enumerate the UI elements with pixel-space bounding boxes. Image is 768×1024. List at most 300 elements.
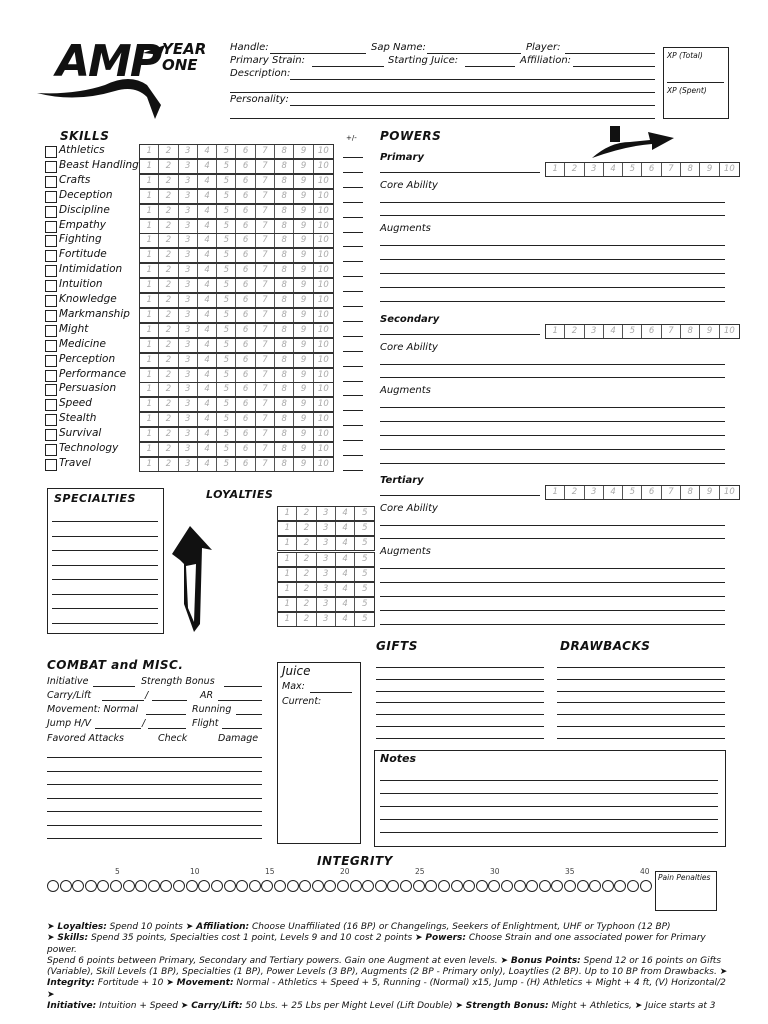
core-ability-field[interactable] (380, 525, 725, 526)
rating-box[interactable]: 3 (179, 279, 198, 292)
rating-box[interactable]: 4 (198, 369, 217, 382)
affiliation-field[interactable] (573, 66, 655, 67)
rating-box[interactable]: 9 (700, 163, 719, 176)
rating-box[interactable]: 4 (604, 486, 623, 499)
rating-box[interactable]: 1 (140, 398, 159, 411)
integrity-circle[interactable] (375, 880, 387, 892)
rating-box[interactable]: 6 (236, 458, 255, 471)
rating-box[interactable]: 1 (140, 160, 159, 173)
augments-field[interactable] (380, 610, 725, 611)
ar-field[interactable] (218, 700, 262, 701)
integrity-circle[interactable] (72, 880, 84, 892)
rating-box[interactable]: 5 (217, 383, 236, 396)
power-tertiary-rating[interactable] (545, 485, 740, 500)
augments-field[interactable] (380, 435, 725, 436)
rating-box[interactable]: 5 (217, 309, 236, 322)
rating-box[interactable]: 9 (294, 369, 313, 382)
rating-box[interactable]: 3 (585, 325, 604, 338)
integrity-circle[interactable] (47, 880, 59, 892)
skill-modifier-field[interactable] (343, 232, 363, 233)
rating-box[interactable]: 1 (546, 325, 565, 338)
rating-box[interactable]: 10 (723, 326, 735, 336)
rating-box[interactable]: 4 (336, 598, 355, 611)
rating-box[interactable]: 9 (294, 339, 313, 352)
favored-attack-field[interactable] (47, 757, 262, 758)
rating-box[interactable]: 8 (275, 294, 294, 307)
rating-box[interactable]: 5 (217, 220, 236, 233)
loyalty-rating[interactable] (277, 612, 375, 627)
integrity-circle[interactable] (110, 880, 122, 892)
rating-box[interactable]: 5 (362, 553, 368, 564)
rating-box[interactable]: 3 (179, 324, 198, 337)
rating-box[interactable]: 2 (297, 507, 316, 520)
loyalty-rating[interactable] (277, 552, 375, 567)
rating-box[interactable]: 2 (159, 383, 178, 396)
rating-box[interactable]: 6 (236, 369, 255, 382)
skill-rating[interactable] (139, 159, 334, 174)
rating-box[interactable]: 4 (198, 443, 217, 456)
rating-box[interactable]: 1 (140, 175, 159, 188)
integrity-circle[interactable] (501, 880, 513, 892)
rating-box[interactable]: 2 (565, 486, 584, 499)
rating-box[interactable]: 4 (198, 339, 217, 352)
favored-attack-field[interactable] (47, 825, 262, 826)
integrity-circle[interactable] (526, 880, 538, 892)
drawback-field[interactable] (557, 726, 725, 727)
rating-box[interactable]: 4 (198, 160, 217, 173)
rating-box[interactable]: 10 (317, 458, 329, 469)
rating-box[interactable]: 4 (198, 324, 217, 337)
rating-box[interactable]: 4 (198, 383, 217, 396)
rating-box[interactable]: 7 (256, 458, 275, 471)
skill-modifier-field[interactable] (343, 276, 363, 277)
rating-box[interactable]: 9 (294, 443, 313, 456)
rating-box[interactable]: 6 (642, 486, 661, 499)
rating-box[interactable]: 2 (159, 443, 178, 456)
integrity-circle[interactable] (350, 880, 362, 892)
rating-box[interactable]: 8 (275, 398, 294, 411)
rating-box[interactable]: 10 (317, 280, 329, 291)
rating-box[interactable]: 7 (662, 163, 681, 176)
rating-box[interactable]: 8 (681, 486, 700, 499)
personality-field-2[interactable] (230, 118, 655, 119)
rating-box[interactable]: 4 (198, 428, 217, 441)
specialty-field[interactable] (52, 536, 158, 537)
rating-box[interactable]: 2 (297, 553, 316, 566)
rating-box[interactable]: 3 (179, 413, 198, 426)
integrity-circle[interactable] (123, 880, 135, 892)
rating-box[interactable]: 1 (140, 145, 159, 158)
rating-box[interactable]: 8 (275, 428, 294, 441)
core-ability-field[interactable] (380, 377, 725, 378)
rating-box[interactable]: 6 (236, 309, 255, 322)
rating-box[interactable]: 10 (317, 265, 329, 276)
rating-box[interactable]: 8 (275, 220, 294, 233)
rating-box[interactable]: 4 (198, 294, 217, 307)
rating-box[interactable]: 9 (294, 175, 313, 188)
skill-modifier-field[interactable] (343, 217, 363, 218)
skill-modifier-field[interactable] (343, 440, 363, 441)
rating-box[interactable]: 3 (179, 145, 198, 158)
rating-box[interactable]: 9 (294, 145, 313, 158)
specialty-field[interactable] (52, 521, 158, 522)
rating-box[interactable]: 2 (159, 398, 178, 411)
rating-box[interactable]: 5 (217, 205, 236, 218)
augments-field[interactable] (380, 273, 725, 274)
rating-box[interactable]: 6 (236, 249, 255, 262)
rating-box[interactable]: 5 (362, 599, 368, 610)
rating-box[interactable]: 5 (362, 508, 368, 518)
rating-box[interactable]: 7 (256, 145, 275, 158)
integrity-circle[interactable] (387, 880, 399, 892)
integrity-circle[interactable] (539, 880, 551, 892)
rating-box[interactable]: 3 (317, 522, 336, 535)
rating-box[interactable]: 3 (317, 568, 336, 581)
integrity-circle[interactable] (476, 880, 488, 892)
rating-box[interactable]: 3 (317, 598, 336, 611)
rating-box[interactable]: 8 (275, 234, 294, 247)
rating-box[interactable]: 1 (140, 458, 159, 471)
rating-box[interactable]: 8 (275, 190, 294, 203)
rating-box[interactable]: 1 (140, 309, 159, 322)
skill-modifier-field[interactable] (343, 425, 363, 426)
strength-bonus-field[interactable] (224, 686, 262, 687)
rating-box[interactable]: 10 (317, 354, 329, 365)
rating-box[interactable]: 6 (236, 160, 255, 173)
skill-rating[interactable] (139, 368, 334, 383)
rating-box[interactable]: 1 (140, 443, 159, 456)
sap-name-field[interactable] (427, 53, 521, 54)
rating-box[interactable]: 7 (256, 309, 275, 322)
skill-modifier-field[interactable] (343, 395, 363, 396)
integrity-circle[interactable] (312, 880, 324, 892)
rating-box[interactable]: 3 (317, 553, 336, 566)
favored-attack-field[interactable] (47, 784, 262, 785)
starting-juice-field[interactable] (465, 66, 515, 67)
rating-box[interactable]: 3 (179, 354, 198, 367)
rating-box[interactable]: 9 (294, 264, 313, 277)
skill-modifier-field[interactable] (343, 336, 363, 337)
integrity-circle[interactable] (362, 880, 374, 892)
rating-box[interactable]: 5 (217, 294, 236, 307)
rating-box[interactable]: 8 (275, 279, 294, 292)
rating-box[interactable]: 3 (317, 537, 336, 550)
rating-box[interactable]: 10 (317, 339, 329, 350)
jump-h-field[interactable] (95, 728, 141, 729)
rating-box[interactable]: 2 (159, 160, 178, 173)
skill-rating[interactable] (139, 308, 334, 323)
rating-box[interactable]: 2 (159, 309, 178, 322)
flight-field[interactable] (222, 728, 262, 729)
carry-field[interactable] (102, 700, 144, 701)
rating-box[interactable]: 2 (159, 145, 178, 158)
rating-box[interactable]: 5 (217, 443, 236, 456)
rating-box[interactable]: 6 (236, 324, 255, 337)
rating-box[interactable]: 4 (198, 413, 217, 426)
rating-box[interactable]: 2 (159, 294, 178, 307)
integrity-circle[interactable] (640, 880, 652, 892)
rating-box[interactable]: 3 (179, 383, 198, 396)
rating-box[interactable]: 2 (159, 234, 178, 247)
rating-box[interactable]: 8 (275, 324, 294, 337)
rating-box[interactable]: 3 (179, 249, 198, 262)
integrity-circle[interactable] (602, 880, 614, 892)
skill-checkbox[interactable] (45, 355, 57, 367)
rating-box[interactable]: 3 (317, 613, 336, 626)
notes-field[interactable] (380, 806, 718, 807)
rating-box[interactable]: 9 (294, 354, 313, 367)
rating-box[interactable]: 10 (317, 429, 329, 440)
rating-box[interactable]: 1 (140, 190, 159, 203)
rating-box[interactable]: 5 (217, 413, 236, 426)
rating-box[interactable]: 7 (256, 249, 275, 262)
rating-box[interactable]: 4 (336, 583, 355, 596)
skill-modifier-field[interactable] (343, 381, 363, 382)
skill-rating[interactable] (139, 353, 334, 368)
rating-box[interactable]: 1 (278, 507, 297, 520)
rating-box[interactable]: 2 (159, 369, 178, 382)
skill-modifier-field[interactable] (343, 291, 363, 292)
drawback-field[interactable] (557, 667, 725, 668)
rating-box[interactable]: 1 (278, 537, 297, 550)
rating-box[interactable]: 6 (236, 428, 255, 441)
handle-field[interactable] (270, 53, 366, 54)
rating-box[interactable]: 10 (317, 309, 329, 320)
rating-box[interactable]: 5 (217, 324, 236, 337)
skill-checkbox[interactable] (45, 459, 57, 471)
rating-box[interactable]: 2 (297, 537, 316, 550)
skill-checkbox[interactable] (45, 310, 57, 322)
rating-box[interactable]: 10 (317, 369, 329, 380)
rating-box[interactable]: 10 (317, 205, 329, 216)
rating-box[interactable]: 2 (297, 583, 316, 596)
rating-box[interactable]: 8 (275, 443, 294, 456)
rating-box[interactable]: 7 (256, 443, 275, 456)
rating-box[interactable]: 4 (198, 190, 217, 203)
rating-box[interactable]: 4 (198, 205, 217, 218)
rating-box[interactable]: 2 (159, 428, 178, 441)
augments-field[interactable] (380, 449, 725, 450)
rating-box[interactable]: 2 (297, 598, 316, 611)
power-primary-name-field[interactable] (380, 172, 540, 173)
rating-box[interactable]: 4 (198, 458, 217, 471)
gift-field[interactable] (376, 738, 544, 739)
rating-box[interactable]: 7 (256, 324, 275, 337)
skill-rating[interactable] (139, 174, 334, 189)
rating-box[interactable]: 5 (217, 428, 236, 441)
rating-box[interactable]: 9 (294, 234, 313, 247)
rating-box[interactable]: 1 (140, 428, 159, 441)
integrity-circle[interactable] (97, 880, 109, 892)
rating-box[interactable]: 4 (198, 354, 217, 367)
drawback-field[interactable] (557, 738, 725, 739)
integrity-circle[interactable] (160, 880, 172, 892)
rating-box[interactable]: 4 (198, 398, 217, 411)
integrity-circle[interactable] (224, 880, 236, 892)
skill-modifier-field[interactable] (343, 470, 363, 471)
augments-field[interactable] (380, 259, 725, 260)
rating-box[interactable]: 3 (179, 234, 198, 247)
rating-box[interactable]: 5 (217, 234, 236, 247)
skill-checkbox[interactable] (45, 414, 57, 426)
initiative-field[interactable] (93, 686, 135, 687)
rating-box[interactable]: 4 (336, 507, 355, 520)
rating-box[interactable]: 6 (236, 175, 255, 188)
augments-field[interactable] (380, 596, 725, 597)
rating-box[interactable]: 7 (256, 428, 275, 441)
rating-box[interactable]: 7 (662, 486, 681, 499)
rating-box[interactable]: 5 (217, 264, 236, 277)
rating-box[interactable]: 7 (256, 279, 275, 292)
rating-box[interactable]: 1 (140, 279, 159, 292)
rating-box[interactable]: 10 (317, 399, 329, 410)
skill-modifier-field[interactable] (343, 261, 363, 262)
skill-checkbox[interactable] (45, 191, 57, 203)
integrity-circle[interactable] (198, 880, 210, 892)
rating-box[interactable]: 3 (179, 205, 198, 218)
notes-field[interactable] (380, 780, 718, 781)
skill-rating[interactable] (139, 293, 334, 308)
rating-box[interactable]: 3 (179, 175, 198, 188)
rating-box[interactable]: 9 (294, 398, 313, 411)
skill-checkbox[interactable] (45, 221, 57, 233)
rating-box[interactable]: 1 (278, 583, 297, 596)
rating-box[interactable]: 6 (236, 383, 255, 396)
rating-box[interactable]: 5 (217, 369, 236, 382)
skill-checkbox[interactable] (45, 280, 57, 292)
movement-field[interactable] (146, 714, 186, 715)
drawback-field[interactable] (557, 714, 725, 715)
rating-box[interactable]: 5 (217, 354, 236, 367)
gift-field[interactable] (376, 726, 544, 727)
rating-box[interactable]: 2 (297, 613, 316, 626)
skill-modifier-field[interactable] (343, 172, 363, 173)
lift-field[interactable] (152, 700, 187, 701)
power-secondary-name-field[interactable] (380, 334, 540, 335)
rating-box[interactable]: 7 (256, 354, 275, 367)
favored-attack-field[interactable] (47, 838, 262, 839)
rating-box[interactable]: 8 (275, 413, 294, 426)
integrity-circle[interactable] (438, 880, 450, 892)
integrity-circle[interactable] (236, 880, 248, 892)
favored-attack-field[interactable] (47, 771, 262, 772)
specialty-field[interactable] (52, 608, 158, 609)
rating-box[interactable]: 7 (256, 383, 275, 396)
rating-box[interactable]: 7 (256, 294, 275, 307)
integrity-circle[interactable] (514, 880, 526, 892)
rating-box[interactable]: 9 (700, 486, 719, 499)
rating-box[interactable]: 8 (275, 458, 294, 471)
rating-box[interactable]: 2 (297, 568, 316, 581)
rating-box[interactable]: 6 (236, 264, 255, 277)
skill-rating[interactable] (139, 263, 334, 278)
rating-box[interactable]: 5 (362, 584, 368, 594)
integrity-circle[interactable] (551, 880, 563, 892)
rating-box[interactable]: 9 (294, 324, 313, 337)
rating-box[interactable]: 4 (604, 325, 623, 338)
loyalty-rating[interactable] (277, 506, 375, 521)
power-primary-rating[interactable] (545, 162, 740, 177)
rating-box[interactable]: 9 (700, 325, 719, 338)
rating-box[interactable]: 6 (236, 354, 255, 367)
rating-box[interactable]: 7 (256, 339, 275, 352)
rating-box[interactable]: 3 (179, 398, 198, 411)
rating-box[interactable]: 6 (236, 234, 255, 247)
rating-box[interactable]: 1 (140, 339, 159, 352)
rating-box[interactable]: 1 (140, 294, 159, 307)
rating-box[interactable]: 6 (236, 398, 255, 411)
rating-box[interactable]: 8 (275, 175, 294, 188)
rating-box[interactable]: 7 (256, 234, 275, 247)
loyalty-rating[interactable] (277, 582, 375, 597)
integrity-circle[interactable] (337, 880, 349, 892)
rating-box[interactable]: 5 (217, 398, 236, 411)
rating-box[interactable]: 5 (217, 160, 236, 173)
skill-modifier-field[interactable] (343, 351, 363, 352)
rating-box[interactable]: 1 (140, 324, 159, 337)
integrity-circle[interactable] (85, 880, 97, 892)
rating-box[interactable]: 4 (336, 522, 355, 535)
rating-box[interactable]: 10 (317, 190, 329, 201)
favored-attack-field[interactable] (47, 811, 262, 812)
rating-box[interactable]: 7 (256, 190, 275, 203)
rating-box[interactable]: 3 (179, 309, 198, 322)
rating-box[interactable]: 8 (275, 264, 294, 277)
rating-box[interactable]: 8 (275, 205, 294, 218)
rating-box[interactable]: 4 (198, 264, 217, 277)
integrity-circle[interactable] (60, 880, 72, 892)
rating-box[interactable]: 1 (140, 369, 159, 382)
skill-modifier-field[interactable] (343, 321, 363, 322)
integrity-circle[interactable] (249, 880, 261, 892)
skill-rating[interactable] (139, 397, 334, 412)
rating-box[interactable]: 1 (140, 383, 159, 396)
notes-field[interactable] (380, 832, 718, 833)
rating-box[interactable]: 4 (198, 234, 217, 247)
rating-box[interactable]: 6 (642, 163, 661, 176)
gift-field[interactable] (376, 679, 544, 680)
skill-modifier-field[interactable] (343, 306, 363, 307)
rating-box[interactable]: 2 (159, 175, 178, 188)
xp-total-field[interactable] (667, 82, 724, 83)
core-ability-field[interactable] (380, 202, 725, 203)
integrity-circle[interactable] (299, 880, 311, 892)
skill-rating[interactable] (139, 412, 334, 427)
integrity-circle[interactable] (564, 880, 576, 892)
player-field[interactable] (565, 53, 655, 54)
running-field[interactable] (236, 714, 262, 715)
rating-box[interactable]: 2 (565, 325, 584, 338)
rating-box[interactable]: 8 (275, 383, 294, 396)
drawback-field[interactable] (557, 679, 725, 680)
rating-box[interactable]: 4 (198, 249, 217, 262)
rating-box[interactable]: 8 (275, 309, 294, 322)
notes-field[interactable] (380, 793, 718, 794)
rating-box[interactable]: 6 (236, 190, 255, 203)
rating-box[interactable]: 1 (140, 205, 159, 218)
rating-box[interactable]: 1 (278, 598, 297, 611)
integrity-circle[interactable] (135, 880, 147, 892)
rating-box[interactable]: 1 (278, 553, 297, 566)
rating-box[interactable]: 3 (585, 163, 604, 176)
rating-box[interactable]: 6 (236, 339, 255, 352)
augments-field[interactable] (380, 245, 725, 246)
rating-box[interactable]: 2 (159, 205, 178, 218)
specialty-field[interactable] (52, 565, 158, 566)
augments-field[interactable] (380, 407, 725, 408)
rating-box[interactable]: 7 (662, 325, 681, 338)
drawback-field[interactable] (557, 691, 725, 692)
